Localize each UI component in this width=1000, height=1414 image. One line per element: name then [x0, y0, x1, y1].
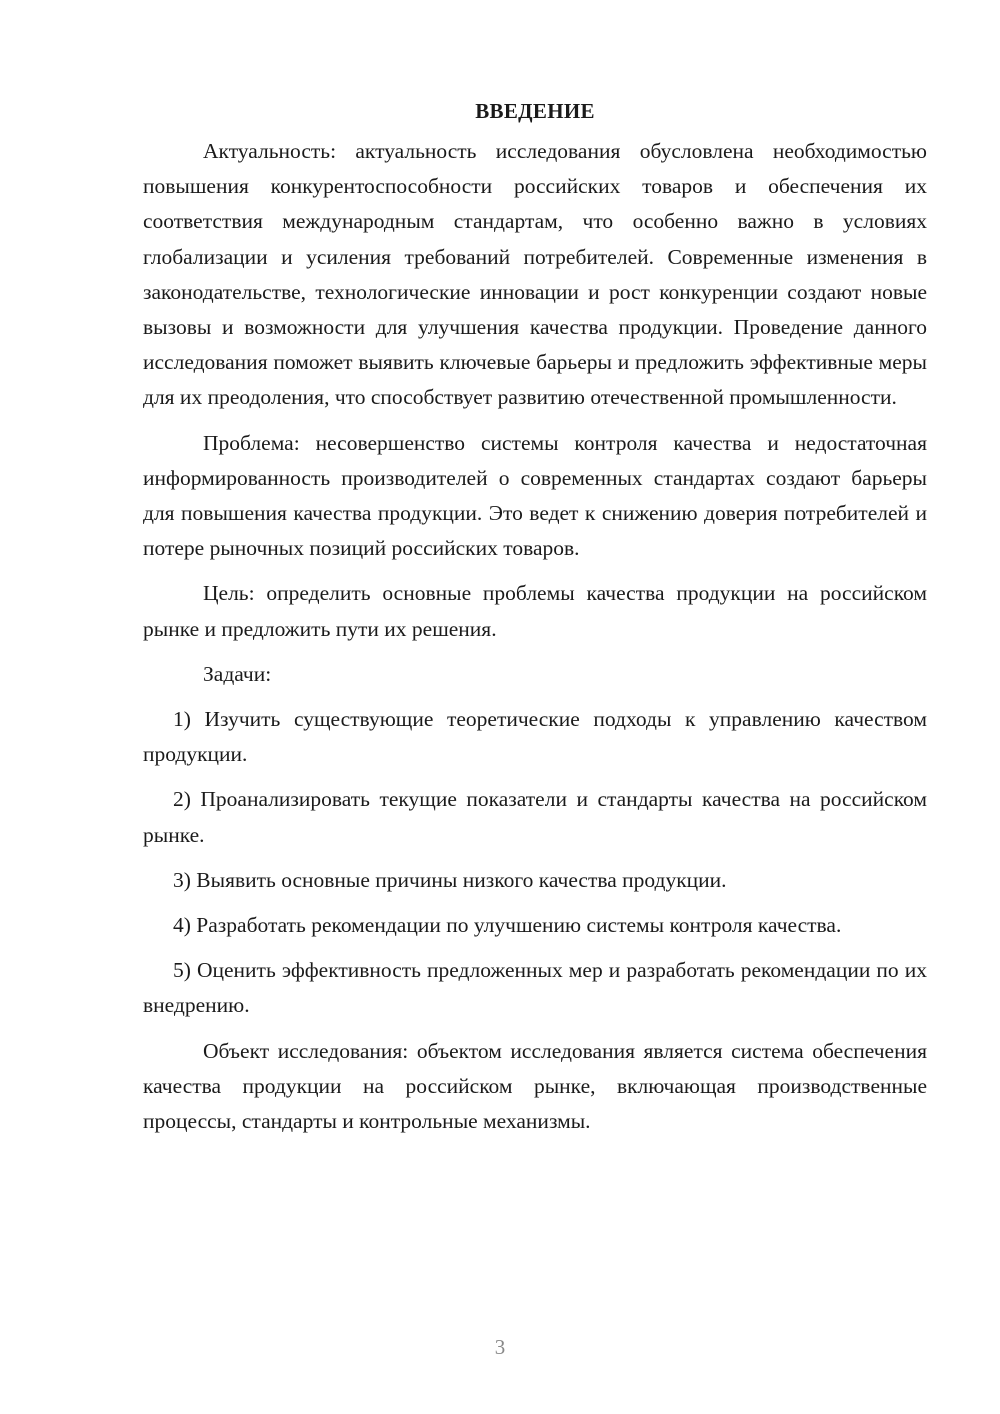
section-heading: ВВЕДЕНИЕ	[475, 99, 595, 123]
task-item-3: 3) Выявить основные причины низкого качества продукции.	[173, 867, 727, 892]
task-item-4: 4) Разработать рекомендации по улучшению системы контроля качества.	[173, 913, 842, 938]
goal-paragraph: Цель: определить основные проблемы качества продукции на российском рынке и предложить пути их решения.	[143, 581, 927, 641]
document-body	[143, 96, 927, 1149]
tasks-heading: Задачи:	[203, 661, 272, 686]
task-item-1: 1) Изучить существующие теоретические подходы к управлению качеством продукции.	[143, 707, 927, 767]
object-paragraph: Объект исследования: объектом исследования является система обеспечения качества продукции на российском рынке, включающая производственные процессы, стандарты и контрольные механизмы.	[143, 1038, 927, 1134]
problem-paragraph: Проблема: несовершенство системы контроля качества и недостаточная информированность производителей о современных стандартах создают барьеры для повышения качества продукции. Это ведет к снижению доверия потребителей и потере рыночных позиций российских товаров.	[143, 430, 927, 561]
page-number: 3	[494, 1335, 506, 1359]
task-item-2: 2) Проанализировать текущие показатели и стандарты качества на российском рынке.	[143, 787, 927, 847]
task-item-5: 5) Оценить эффективность предложенных мер и разработать рекомендации по их внедрению.	[143, 958, 927, 1018]
relevance-paragraph: Актуальность: актуальность исследования обусловлена необходимостью повышения конкурентоспособности российских товаров и обеспечения их соответствия международным стандартам, что особенно важно в условиях глобализации и усиления требований потребителей. Современные изменения в законодательстве, технологические инновации и рост конкуренции создают новые вызовы и возможности для улучшения качества продукции. Проведение данного исследования поможет выявить ключевые барьеры и предложить эффективные меры для их преодоления, что способствует развитию отечественной промышленности.	[143, 139, 927, 410]
